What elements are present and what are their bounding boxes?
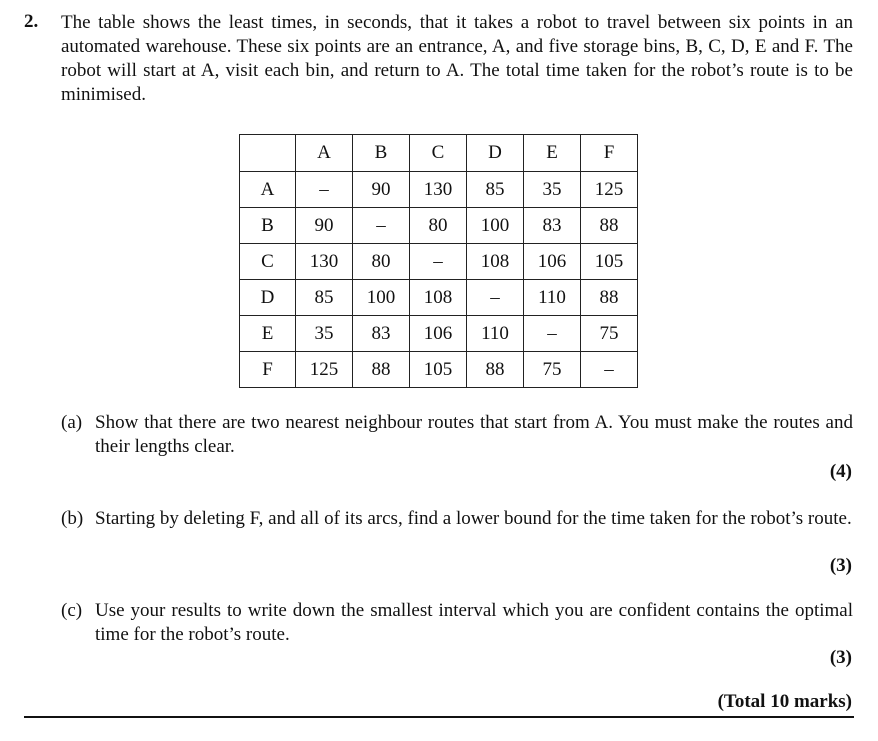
header-cell: D — [467, 135, 524, 172]
part-c-marks: (3) — [829, 647, 852, 668]
table-cell: – — [524, 316, 581, 352]
table-cell: 108 — [410, 280, 467, 316]
part-c — [61, 599, 853, 647]
table-cell: 110 — [524, 280, 581, 316]
table-cell: 85 — [467, 172, 524, 208]
table-cell: 80 — [410, 208, 467, 244]
table-cell: 105 — [410, 352, 467, 388]
part-b — [61, 507, 853, 531]
table-cell: 88 — [467, 352, 524, 388]
table-cell: 88 — [581, 208, 638, 244]
table-cell: – — [353, 208, 410, 244]
bottom-rule — [24, 716, 854, 718]
table-cell: – — [581, 352, 638, 388]
row-label-cell: F — [240, 352, 296, 388]
table-cell: 110 — [467, 316, 524, 352]
table-cell: 35 — [524, 172, 581, 208]
table-cell: 105 — [581, 244, 638, 280]
part-a-label: (a) — [61, 412, 83, 433]
part-c-text: Use your results to write down the smallest interval which you are confident contains the optimal time for the robot’s route. — [95, 600, 853, 645]
table-row — [240, 244, 638, 280]
table-row — [240, 280, 638, 316]
distance-table — [239, 134, 638, 388]
question-intro: The table shows the least times, in seconds, that it takes a robot to travel between six points in an automated warehouse. These six points are an entrance, A, and five storage bins, B, C, D, E and F. The robot will start at A, visit each bin, and return to A. The total time taken for the robot’s route is to be minimised. — [61, 12, 853, 105]
row-label-cell: E — [240, 316, 296, 352]
table-cell: 83 — [353, 316, 410, 352]
part-b-marks: (3) — [829, 555, 852, 576]
part-a-marks: (4) — [829, 461, 852, 482]
table-row — [240, 352, 638, 388]
row-label-cell: D — [240, 280, 296, 316]
question-number: 2. — [24, 11, 39, 32]
table-cell: 83 — [524, 208, 581, 244]
header-cell: B — [353, 135, 410, 172]
table-row — [240, 172, 638, 208]
row-label-cell: B — [240, 208, 296, 244]
table-cell: 35 — [296, 316, 353, 352]
part-a — [61, 411, 853, 459]
table-cell: – — [467, 280, 524, 316]
part-b-label: (b) — [61, 508, 84, 529]
total-marks: (Total 10 marks) — [717, 691, 852, 712]
header-cell: E — [524, 135, 581, 172]
table-cell: 90 — [296, 208, 353, 244]
part-a-text: Show that there are two nearest neighbour routes that start from A. You must make the routes and their lengths clear. — [95, 412, 853, 457]
header-cell: A — [296, 135, 353, 172]
table-cell: 125 — [296, 352, 353, 388]
table-cell: 75 — [581, 316, 638, 352]
table-cell: 125 — [581, 172, 638, 208]
part-b-text: Starting by deleting F, and all of its arcs, find a lower bound for the time taken for the robot’s route. — [95, 508, 852, 529]
table-cell: 88 — [353, 352, 410, 388]
table-cell: 85 — [296, 280, 353, 316]
row-label-cell: C — [240, 244, 296, 280]
header-cell: C — [410, 135, 467, 172]
table-row — [240, 316, 638, 352]
table-header-row — [240, 135, 638, 172]
table-cell: 100 — [467, 208, 524, 244]
header-cell — [240, 135, 296, 172]
table-cell: 88 — [581, 280, 638, 316]
table-cell: 90 — [353, 172, 410, 208]
table-cell: 108 — [467, 244, 524, 280]
header-cell: F — [581, 135, 638, 172]
table-cell: 106 — [524, 244, 581, 280]
table-cell: 130 — [410, 172, 467, 208]
table-row — [240, 208, 638, 244]
part-c-label: (c) — [61, 600, 83, 621]
table-cell: 75 — [524, 352, 581, 388]
table-cell: 100 — [353, 280, 410, 316]
table-cell: – — [410, 244, 467, 280]
table-cell: 106 — [410, 316, 467, 352]
table-cell: – — [296, 172, 353, 208]
table-cell: 130 — [296, 244, 353, 280]
table-cell: 80 — [353, 244, 410, 280]
row-label-cell: A — [240, 172, 296, 208]
